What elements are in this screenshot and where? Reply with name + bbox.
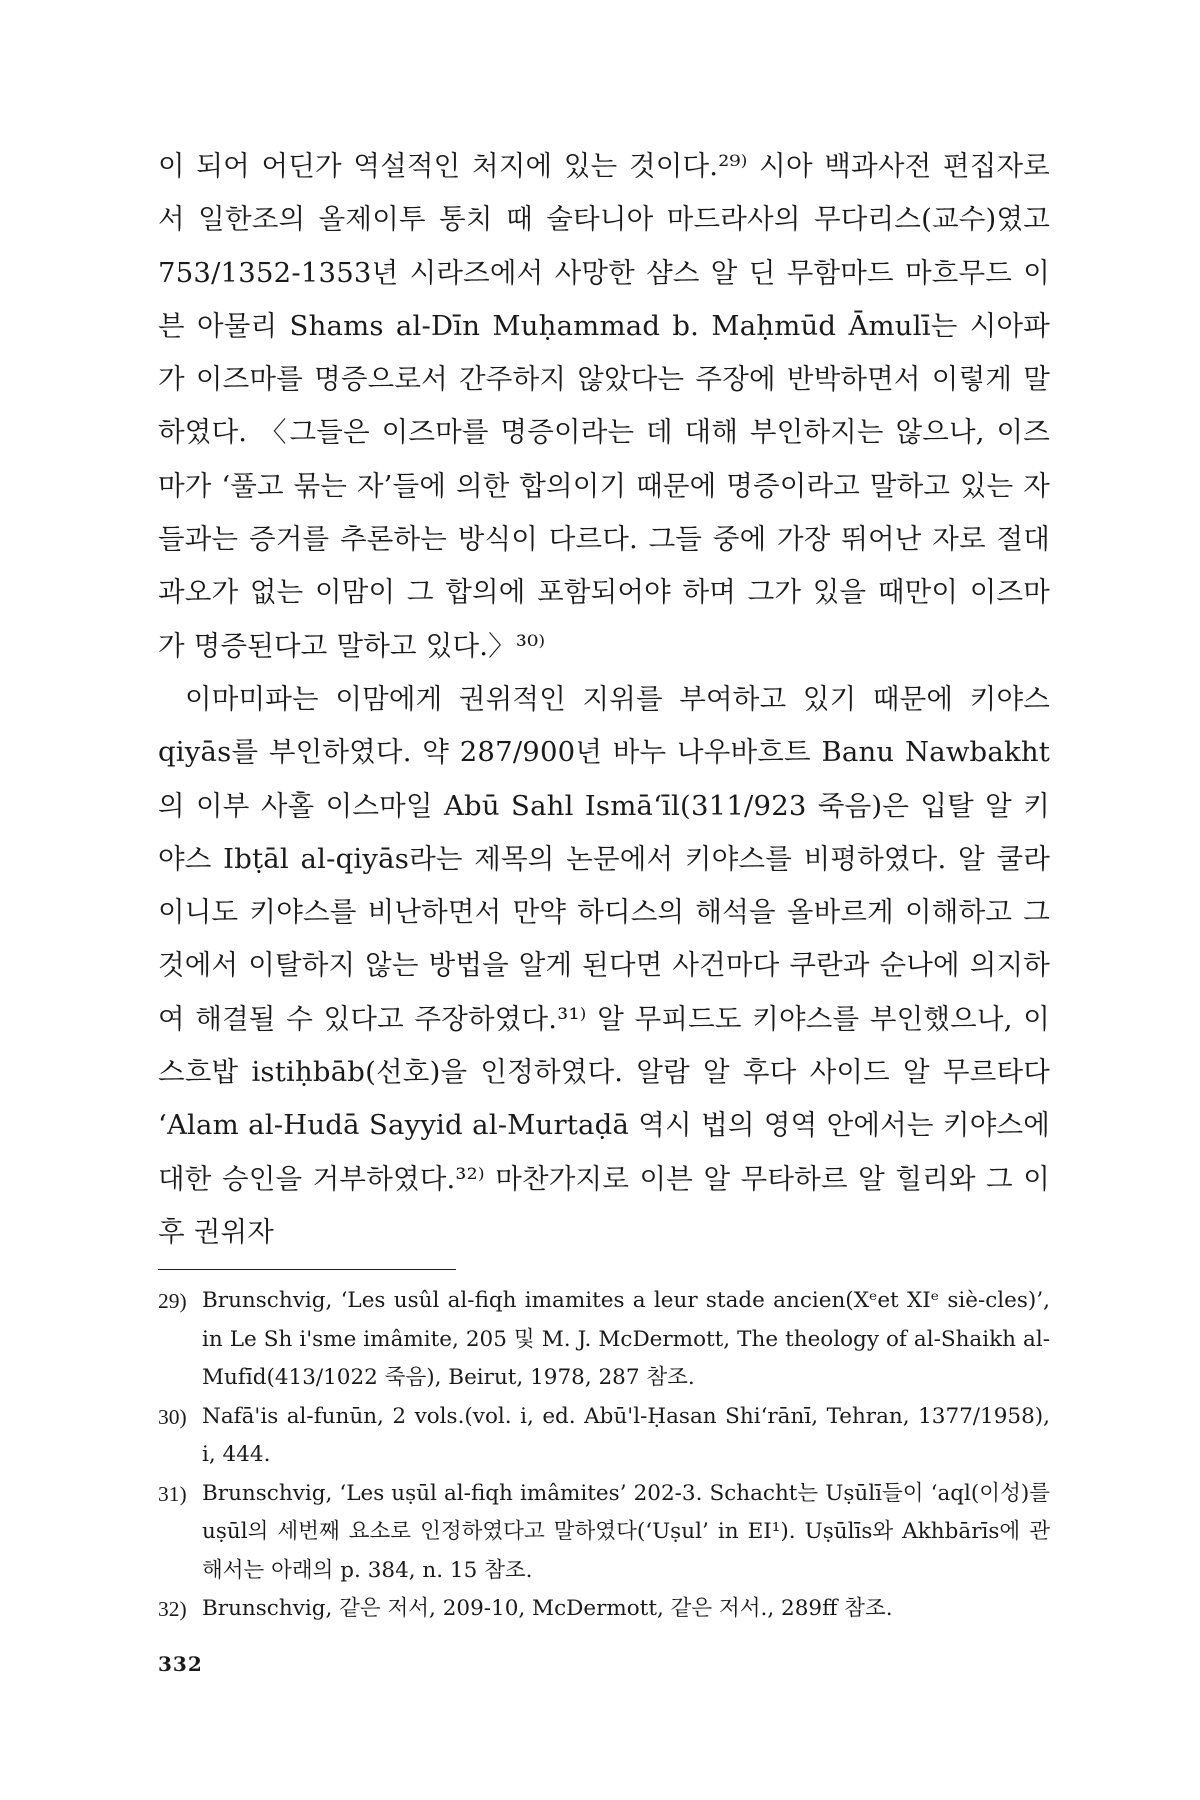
footnote-text: Brunschvig, ‘Les usûl al-fiqh imamites a leur stade ancien(Xᵉet XIᵉ siè-cles)’, in Le Sh i'sme imâmite, 205 및 M. J. McDermott, The theology of al-Shaikh al-Mufīd(413/1022 죽음), Beirut, 1978, 287 참조. <box>202 1288 1050 1391</box>
footnote-30 <box>158 1398 1050 1475</box>
footnote-number: 29) <box>158 1289 187 1314</box>
main-text <box>158 140 1050 1259</box>
page-content <box>158 140 1050 1629</box>
footnote-number: 31) <box>158 1481 187 1506</box>
footnote-number: 30) <box>158 1404 187 1429</box>
footnote-number: 32) <box>158 1597 187 1622</box>
footnote-text: Brunschvig, ‘Les uṣūl al-fiqh imâmites’ 202-3. Schacht는 Uṣūlī들이 ‘aql(이성)를 uṣūl의 세번째 요소로 인정하였다고 말하였다(‘Uṣul’ in EI¹). Uṣūlīs와 Akhbārīs에 관해서는 아래의 p. 384, n. 15 참조. <box>202 1480 1050 1583</box>
footnote-separator <box>158 1269 456 1270</box>
footnote-29 <box>158 1282 1050 1398</box>
footnote-31 <box>158 1475 1050 1591</box>
footnote-text: Brunschvig, 같은 저서, 209-10, McDermott, 같은 저서., 289ff 참조. <box>202 1596 893 1622</box>
footnote-text: Nafā'is al-funūn, 2 vols.(vol. i, ed. Abū'l-Ḥasan Shi‘rānī, Tehran, 1377/1958), i, 444. <box>202 1403 1050 1468</box>
paragraph-1: 이 되어 어딘가 역설적인 처지에 있는 것이다.²⁹⁾ 시아 백과사전 편집자로서 일한조의 올제이투 통치 때 술타니아 마드라사의 무다리스(교수)였고 753/1352-1353년 시라즈에서 사망한 샴스 알 딘 무함마드 마흐무드 이븐 아물리 Shams al-Dīn Muḥammad b. Maḥmūd Āmulī는 시아파가 이즈마를 명증으로서 간주하지 않았다는 주장에 반박하면서 이렇게 말하였다. 〈그들은 이즈마를 명증이라는 데 대해 부인하지는 않으나, 이즈마가 ‘풀고 묶는 자’들에 의한 합의이기 때문에 명증이라고 말하고 있는 자들과는 증거를 추론하는 방식이 다르다. 그들 중에 가장 뛰어난 자로 절대 과오가 없는 이맘이 그 합의에 포함되어야 하며 그가 있을 때만이 이즈마가 명증된다고 말하고 있다.〉³⁰⁾ <box>158 150 1050 662</box>
page-number: 332 <box>158 1652 203 1676</box>
footnotes <box>158 1282 1050 1629</box>
paragraph-2: 이마미파는 이맘에게 권위적인 지위를 부여하고 있기 때문에 키야스 qiyās를 부인하였다. 약 287/900년 바누 나우바흐트 Banu Nawbakht의 이부 사홀 이스마일 Abū Sahl Ismā‘īl(311/923 죽음)은 입탈 알 키야스 Ibṭāl al-qiyās라는 제목의 논문에서 키야스를 비평하였다. 알 쿨라이니도 키야스를 비난하면서 만약 하디스의 해석을 올바르게 이해하고 그것에서 이탈하지 않는 방법을 알게 된다면 사건마다 쿠란과 순나에 의지하여 해결될 수 있다고 주장하였다.³¹⁾ 알 무피드도 키야스를 부인했으나, 이스흐밥 istiḥbāb(선호)을 인정하였다. 알람 알 후다 사이드 알 무르타다 ‘Alam al-Hudā Sayyid al-Murtaḍā 역시 법의 영역 안에서는 키야스에 대한 승인을 거부하였다.³²⁾ 마찬가지로 이븐 알 무타하르 알 힐리와 그 이후 권위자 <box>158 682 1050 1248</box>
footnote-32 <box>158 1590 1050 1629</box>
